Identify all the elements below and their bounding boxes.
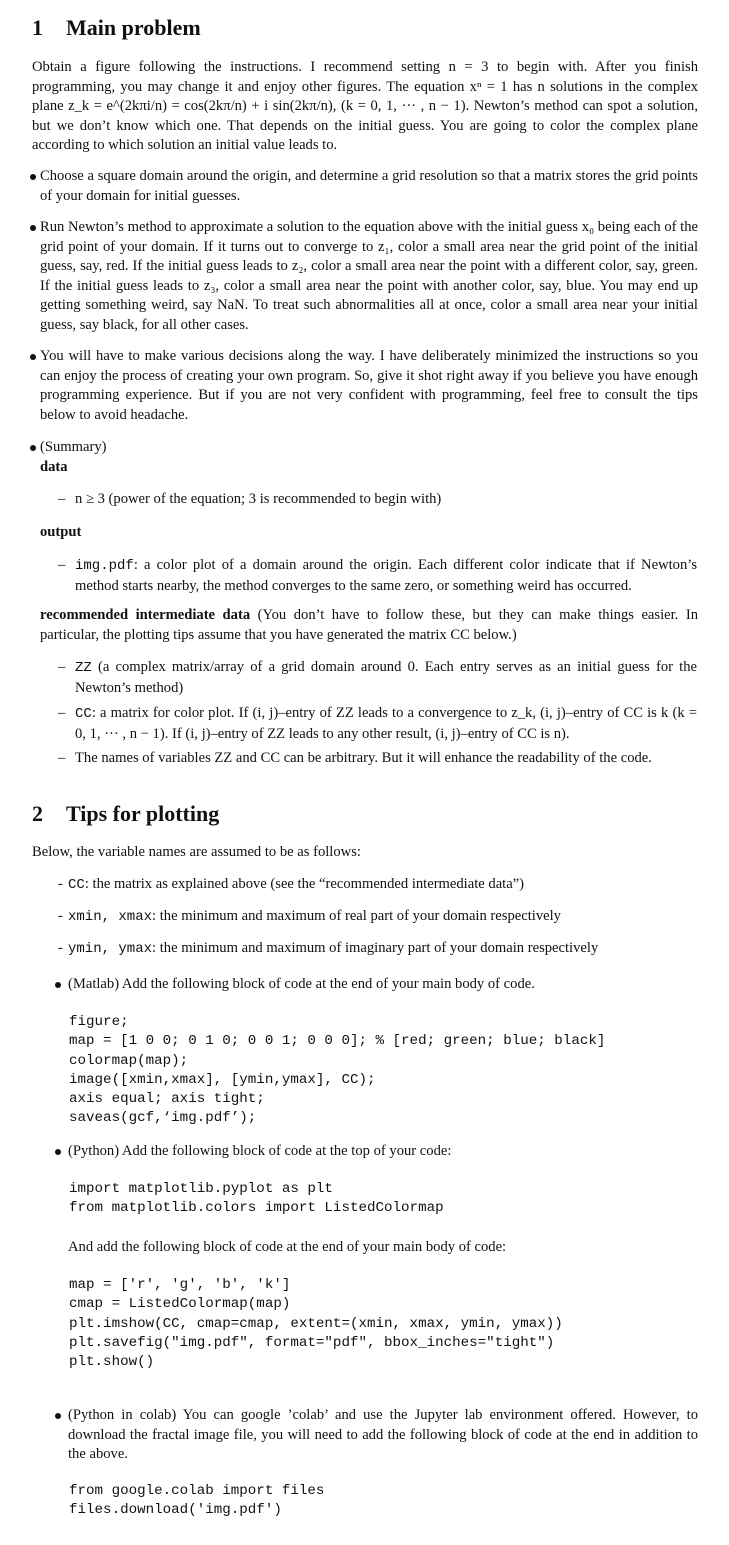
- cc-item: [75, 704, 697, 744]
- output-description: : a color plot of a domain around the origin. Each different color indicate that if Newton’s method starts nearby, the method converges to the same zero, or something weird has occurred.: [75, 557, 697, 594]
- var-cc-text: : the matrix as explained above (see the “recommended intermediate data”): [84, 876, 525, 892]
- section-number: 1: [32, 15, 43, 40]
- output-filename: img.pdf: [75, 558, 134, 574]
- var-x-item: [68, 907, 708, 928]
- summary-label: (Summary): [40, 439, 107, 455]
- cc-code: CC: [75, 706, 92, 722]
- bullet-dot: [30, 174, 36, 180]
- list-dash: –: [58, 491, 66, 507]
- var-cc-item: [68, 875, 708, 896]
- bullet-dot: [30, 225, 36, 231]
- var-y-text: : the minimum and maximum of imaginary part of your domain respectively: [152, 940, 599, 956]
- recommended-label: recommended intermediate data: [40, 607, 251, 623]
- bullet-dot: [55, 1149, 61, 1155]
- python-plot-code: map = ['r', 'g', 'b', 'k'] cmap = ListedColormap(map) plt.imshow(CC, cmap=cmap, extent=(xmin, xmax, ymin, ymax)) plt.savefig("img.pdf", format="pdf", bbox_inches="tight") plt.show(): [69, 1277, 563, 1371]
- list-dash: -: [58, 876, 63, 892]
- bullet-decisions: You will have to make various decisions along the way. I have deliberately minimized the instructions so you can enjoy the process of creating your own program. So, give it shot right away if you believe you have enough programming experience. But if you are not very confident with programming, feel free to consult the tips below to avoid headache.: [40, 348, 698, 423]
- var-y-code: ymin, ymax: [68, 941, 153, 957]
- python-instruction-2: And add the following block of code at the end of your main body of code:: [68, 1239, 507, 1255]
- colab-code-block: from google.colab import files files.download('img.pdf'): [69, 1483, 325, 1519]
- python-imports-code: import matplotlib.pyplot as plt from matplotlib.colors import ListedColormap: [69, 1181, 444, 1217]
- list-dash: –: [58, 557, 66, 573]
- zz-description: (a complex matrix/array of a grid domain around 0. Each entry serves as an initial guess for the Newton’s method): [75, 659, 697, 696]
- matlab-instruction: (Matlab) Add the following block of code at the end of your main body of code.: [68, 976, 535, 992]
- section-2-heading: [32, 800, 219, 828]
- var-x-code: xmin, xmax: [68, 909, 153, 925]
- recommended-text: (You don’t have to follow these, but they can make things easier. In particular, the plotting tips assume that you have generated the matrix CC below.): [40, 607, 699, 643]
- zz-code: ZZ: [75, 660, 92, 676]
- var-cc-code: CC: [68, 877, 85, 893]
- list-dash: -: [58, 940, 63, 956]
- var-x-text: : the minimum and maximum of real part of your domain respectively: [152, 908, 561, 924]
- list-dash: –: [58, 705, 66, 721]
- output-item: [75, 556, 697, 596]
- list-dash: –: [58, 750, 66, 766]
- matlab-code-block: figure; map = [1 0 0; 0 1 0; 0 0 1; 0 0 0]; % [red; green; blue; black] colormap(map); image([xmin,xmax], [ymin,ymax], CC); axis equal; axis tight; saveas(gcf,‘img.pdf’);: [69, 1014, 606, 1127]
- bullet-dot: [30, 445, 36, 451]
- section-1-heading: [32, 14, 201, 42]
- data-label: data: [40, 459, 68, 475]
- bullet-dot: [55, 1413, 61, 1419]
- bullet-newton: Run Newton’s method to approximate a solution to the equation above with the initial guess x₀ being each of the grid point of your domain. If it turns out to converge to z₁, color a small area near the grid point of the initial guess, say, red. If the initial guess leads to z₂, color a small area near the point with a different color, say, green. If the initial guess leads to z₃, color a small area near the point with another color, say, blue. You may end up getting something weird, say NaN. To treat such abnormalities all at once, color a small area near your initial guess, say black, for all other cases.: [40, 219, 698, 333]
- cc-description: : a matrix for color plot. If (i, j)–entry of ZZ leads to a convergence to z_k, (i, j)–entry of CC is k (k = 0, 1, ··· , n − 1). If (i, j)–entry of ZZ leads to any other result, (i, j)–entry of CC is n).: [75, 705, 697, 742]
- python-instruction: (Python) Add the following block of code at the top of your code:: [68, 1143, 452, 1159]
- section-title: Tips for plotting: [66, 801, 220, 826]
- var-y-item: [68, 939, 708, 960]
- output-label: output: [40, 524, 82, 540]
- zz-item: [75, 658, 697, 698]
- bullet-domain: Choose a square domain around the origin, and determine a grid resolution so that a matrix stores the grid points of your domain for initial guesses.: [40, 168, 698, 204]
- data-item: n ≥ 3 (power of the equation; 3 is recommended to begin with): [75, 491, 442, 507]
- recommended-paragraph: [40, 606, 698, 645]
- names-item: The names of variables ZZ and CC can be arbitrary. But it will enhance the readability of the code.: [75, 750, 652, 766]
- section-title: Main problem: [66, 15, 201, 40]
- bullet-dot: [55, 982, 61, 988]
- section-number: 2: [32, 801, 43, 826]
- list-dash: –: [58, 659, 66, 675]
- colab-instruction: (Python in colab) You can google ’colab’ and use the Jupyter lab environment offered. However, to download the fractal image file, you will need to add the following block of code at the end in addition to the above.: [68, 1407, 698, 1463]
- intro-paragraph: Obtain a figure following the instructions. I recommend setting n = 3 to begin with. After you finish programming, you may change it and enjoy other figures. The equation xⁿ = 1 has n solutions in the complex plane z_k = e^(2kπi/n) = cos(2kπ/n) + i sin(2kπ/n), (k = 0, 1, ··· , n − 1). Newton’s method can spot a solution, but we don’t know which one. That depends on the initial guess. You are going to color the complex plane according to which solution an initial value leads to.: [32, 59, 698, 154]
- tips-intro: Below, the variable names are assumed to be as follows:: [32, 844, 361, 860]
- bullet-dot: [30, 354, 36, 360]
- list-dash: -: [58, 908, 63, 924]
